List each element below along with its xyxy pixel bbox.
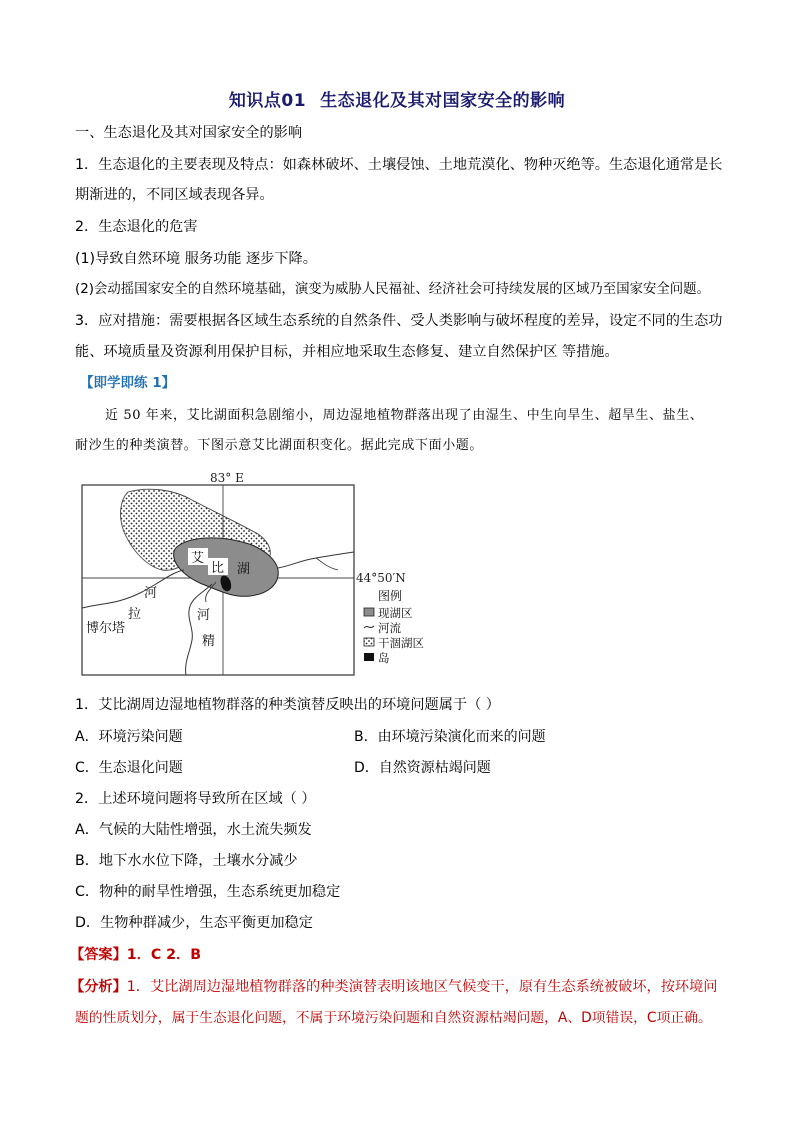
q2-option-c: C．物种的耐旱性增强，生态系统更加稳定	[75, 884, 341, 900]
analysis-line2: 题的性质划分，属于生态退化问题，不属于环境污染问题和自然资源枯竭问题，A、D项错误，C项正确。	[75, 1010, 712, 1026]
p2-item2: (2)会动摇国家安全的自然环境基础，演变为威胁人民福祉、经济社会可持续发展的区域乃至国家安全问题。	[75, 282, 710, 297]
q1-stem: 1．艾比湖周边湿地植物群落的种类演替反映出的环境问题属于（ ）	[75, 697, 500, 713]
title-text: 生态退化及其对国家安全的影响	[320, 91, 566, 111]
p2-heading: 2．生态退化的危害	[75, 219, 198, 235]
title-prefix: 知识点01	[228, 91, 307, 111]
dry-lake-swatch-icon	[364, 638, 374, 646]
legend-river-label: 河流	[378, 621, 401, 635]
q2-option-b: B．地下水水位下降，土壤水分减少	[75, 853, 298, 869]
answer	[70, 945, 201, 965]
analysis-label: 【分析】	[70, 979, 127, 995]
q1-option-a: A．环境污染问题	[75, 729, 183, 745]
answer-text: 1．C 2．B	[126, 947, 202, 963]
analysis-line1	[70, 977, 717, 997]
q2-option-d: D．生物种群减少，生态平衡更加稳定	[75, 915, 313, 931]
legend-title: 图例	[378, 589, 403, 603]
q1-option-d: D．自然资源枯竭问题	[354, 760, 491, 776]
page-title	[0, 86, 794, 111]
practice-tag: 【即学即练 1】	[80, 375, 176, 391]
analysis-text-1: 1．艾比湖周边湿地植物群落的种类演替表明该地区气候变干，原有生态系统被破坏，按环境问	[126, 979, 718, 995]
legend-island-label: 岛	[378, 651, 390, 665]
legend-lake-label: 现湖区	[378, 606, 413, 620]
p1-line2: 期渐进的，不同区域表现各异。	[75, 187, 274, 203]
q1-option-c: C．生态退化问题	[75, 760, 183, 776]
lake-char-1: 艾	[191, 551, 205, 566]
island-swatch-icon	[364, 653, 374, 661]
p2-item1: (1)导致自然环境 服务功能 逐步下降。	[75, 251, 317, 267]
latitude-label: 44°50′N	[356, 571, 406, 585]
p3-line1: 3．应对措施：需要根据各区域生态系统的自然条件、受人类影响与破坏程度的差异，设定不同的生态功	[75, 313, 723, 329]
lake-char-2: 比	[211, 561, 225, 576]
jing-label-2: 精	[202, 634, 216, 649]
lake-swatch-icon	[364, 608, 374, 616]
section-heading: 一、生态退化及其对国家安全的影响	[75, 125, 303, 141]
answer-label: 【答案】	[70, 947, 127, 963]
intro-line2: 耐沙生的种类演替。下图示意艾比湖面积变化。据此完成下面小题。	[75, 438, 484, 453]
jing-label-1: 河	[197, 608, 211, 623]
bortala-label-1: 博尔塔	[86, 621, 126, 636]
river-line-icon	[364, 626, 374, 628]
p1-line1: 1．生态退化的主要表现及特点：如森林破坏、土壤侵蚀、土地荒漠化、物种灭绝等。生态退化通常是长	[75, 157, 723, 173]
longitude-label: 83° E	[210, 472, 244, 485]
q2-stem: 2．上述环境问题将导致所在区域（ ）	[75, 791, 316, 807]
intro-line1: 近 50 年来，艾比湖面积急剧缩小，周边湿地植物群落出现了由湿生、中生向旱生、超旱生、盐生、	[105, 408, 704, 423]
q2-option-a: A．气候的大陆性增强，水土流失频发	[75, 822, 312, 838]
lake-char-3: 湖	[237, 562, 251, 577]
legend-dry-lake-label: 干涸湖区	[378, 636, 424, 650]
aibi-lake-map	[80, 472, 460, 680]
bortala-label-3: 河	[144, 586, 158, 601]
p3-line2: 能、环境质量及资源利用保护目标，并相应地采取生态修复、建立自然保护区 等措施。	[75, 344, 619, 360]
bortala-label-2: 拉	[128, 607, 142, 622]
q1-option-b: B．由环境污染演化而来的问题	[354, 729, 546, 745]
